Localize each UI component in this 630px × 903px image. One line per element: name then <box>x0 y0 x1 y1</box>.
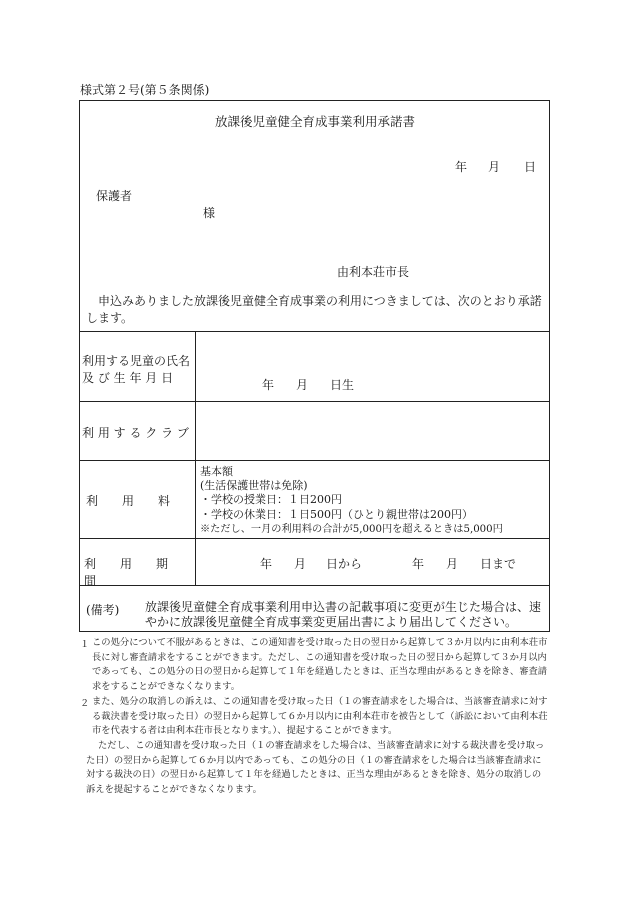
document-title: 放課後児童健全育成事業利用承諾書 <box>214 114 415 129</box>
fee-line-2: (生活保護世帯は免除) <box>200 479 308 492</box>
note-2-text: また、処分の取消しの訴えは、この通知書を受け取った日（１の審査請求をした場合は、当該審査請求に対する裁決書を受け取った日）の翌日から起算して６か月以内に由利本荘市を被告として（訴訟において由利本荘市を代表する者は由利本荘市長となります。）、提起することができます。 <box>92 696 548 737</box>
fee-line-1: 基本額 <box>200 465 233 478</box>
period-start-year: 年 <box>260 557 273 571</box>
remarks-text: 放課後児童健全育成事業利用申込書の記載事項に変更が生じた場合は、速やかに放課後児童健全育成事業変更届出書により届出してください。 <box>145 600 542 629</box>
date-year: 年 <box>455 160 468 174</box>
table-divider-top <box>79 331 550 332</box>
fee-line-4: ・学校の休業日：１日500円（ひとり親世帯は200円） <box>200 508 473 521</box>
note-1-text: この処分について不服があるときは、この通知書を受け取った日の翌日から起算して３か月以内に由利本荘市長に対し審査請求をすることができます。ただし、この通知書を受け取った日の翌日から起算して３か月以内であっても、この処分の日の翌日から起算して１年を経過したときは、正当な理由があるときを除き、審査請求をすることができなくなります。 <box>92 637 548 692</box>
period-end-day: 日まで <box>480 557 517 571</box>
date-month: 月 <box>488 160 501 174</box>
table-divider-child <box>79 401 550 402</box>
child-birth-month: 月 <box>296 378 309 392</box>
fee-line-5: ※ただし、一月の利用料の合計が5,000円を超えるときは5,000円 <box>200 524 503 535</box>
child-label-line2: 及 び 生 年 月 日 <box>82 371 174 385</box>
addressee-honorific: 様 <box>203 206 216 220</box>
note-1-number: １ <box>80 639 90 650</box>
fee-label: 利 用 料 <box>86 494 171 508</box>
form-number-label: 様式第２号(第５条関係) <box>80 83 210 97</box>
remarks-label: (備考) <box>86 603 120 617</box>
period-end-year: 年 <box>412 557 425 571</box>
table-divider-fee <box>79 538 550 539</box>
date-day: 日 <box>524 160 537 174</box>
period-start-month: 月 <box>294 557 307 571</box>
club-label: 利 用 す る ク ラ ブ <box>82 426 189 440</box>
child-birth-year: 年 <box>262 378 275 392</box>
period-start-day: 日から <box>326 557 363 571</box>
approval-text: 申込みありました放課後児童健全育成事業の利用につきましては、次のとおり承諾します。 <box>86 294 542 325</box>
table-divider-club <box>79 460 550 461</box>
child-label-line1: 利用する児童の氏名 <box>82 354 191 368</box>
issuer-name: 由利本荘市長 <box>337 265 410 279</box>
child-birth-day: 日生 <box>330 378 355 392</box>
period-label: 利 用 期 間 <box>84 557 193 588</box>
fee-line-3: ・学校の授業日：１日200円 <box>200 493 342 506</box>
period-end-month: 月 <box>446 557 459 571</box>
note-2-number: ２ <box>80 698 90 709</box>
note-3-text: ただし、この通知書を受け取った日（１の審査請求をした場合は、当該審査請求に対する裁決書を受け取った日）の翌日から起算して６か月以内であっても、この処分の日（１の審査請求をした場合は当該審査請求に対する裁決の日）の翌日から起算して１年を経過したときは、正当な理由があるときを除き、処分の取消しの訴えを提起することができなくなります。 <box>86 740 545 795</box>
guardian-label: 保護者 <box>96 189 133 203</box>
table-column-divider <box>195 331 196 585</box>
